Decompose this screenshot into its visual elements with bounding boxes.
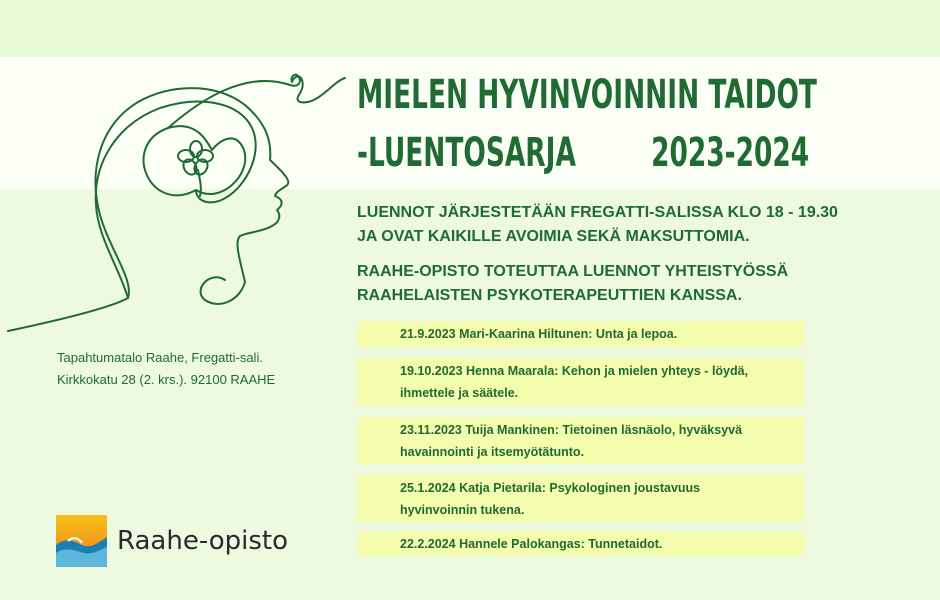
raahe-opisto-logo-icon xyxy=(56,515,107,567)
raahe-opisto-logo xyxy=(56,515,288,567)
info-paragraph-2 xyxy=(357,260,788,308)
lecture-item xyxy=(357,531,804,556)
info-paragraph-2-line-2: RAAHELAISTEN PSYKOTERAPEUTTIEN KANSSA. xyxy=(357,287,742,304)
lecture-item xyxy=(357,417,804,464)
lecture-item xyxy=(357,358,804,405)
title-line-2 xyxy=(357,124,809,182)
venue-address-line-2: Kirkkokatu 28 (2. krs.). 92100 RAAHE xyxy=(57,372,276,387)
info-paragraph-1-line-2: JA OVAT KAIKILLE AVOIMIA SEKÄ MAKSUTTOMIA. xyxy=(357,228,750,245)
lecture-item-line-1: 23.11.2023 Tuija Mankinen: Tietoinen läsnäolo, hyväksyvä xyxy=(400,422,743,437)
info-paragraph-2-line-1: RAAHE-OPISTO TOTEUTTAA LUENNOT YHTEISTYÖSSÄ xyxy=(357,263,789,280)
lecture-item-line-1: 22.2.2024 Hannele Palokangas: Tunnetaidot. xyxy=(400,536,663,551)
venue-address xyxy=(57,347,275,391)
lecture-item-line-1: 25.1.2024 Katja Pietarila: Psykologinen joustavuus xyxy=(400,480,701,495)
info-paragraph-1 xyxy=(357,201,838,249)
logo-text: Raahe-opisto xyxy=(117,526,288,556)
title-series-label: -LUENTOSARJA xyxy=(357,130,576,176)
lecture-item-line-2: ihmettele ja säätele. xyxy=(400,385,519,400)
background-band-top xyxy=(0,0,940,57)
lecture-item xyxy=(357,475,804,522)
lecture-item-line-2: havainnointi ja itsemyötätunto. xyxy=(400,444,585,459)
venue-address-line-1: Tapahtumatalo Raahe, Fregatti-sali. xyxy=(57,350,263,365)
lecture-item-line-1: 19.10.2023 Henna Maarala: Kehon ja mielen yhteys - löydä, xyxy=(400,363,749,378)
info-paragraph-1-line-1: LUENNOT JÄRJESTETÄÄN FREGATTI-SALISSA KLO 18 - 19.30 xyxy=(357,204,838,221)
lecture-item-line-2: hyvinvoinnin tukena. xyxy=(400,502,525,517)
title-line-1: MIELEN HYVINVOINNIN TAIDOT xyxy=(357,72,817,118)
head-profile-icon xyxy=(0,60,360,340)
event-title xyxy=(357,66,817,182)
title-years: 2023-2024 xyxy=(651,130,810,176)
lecture-item xyxy=(357,321,804,347)
lecture-item-line-1: 21.9.2023 Mari-Kaarina Hiltunen: Unta ja lepoa. xyxy=(400,327,678,341)
